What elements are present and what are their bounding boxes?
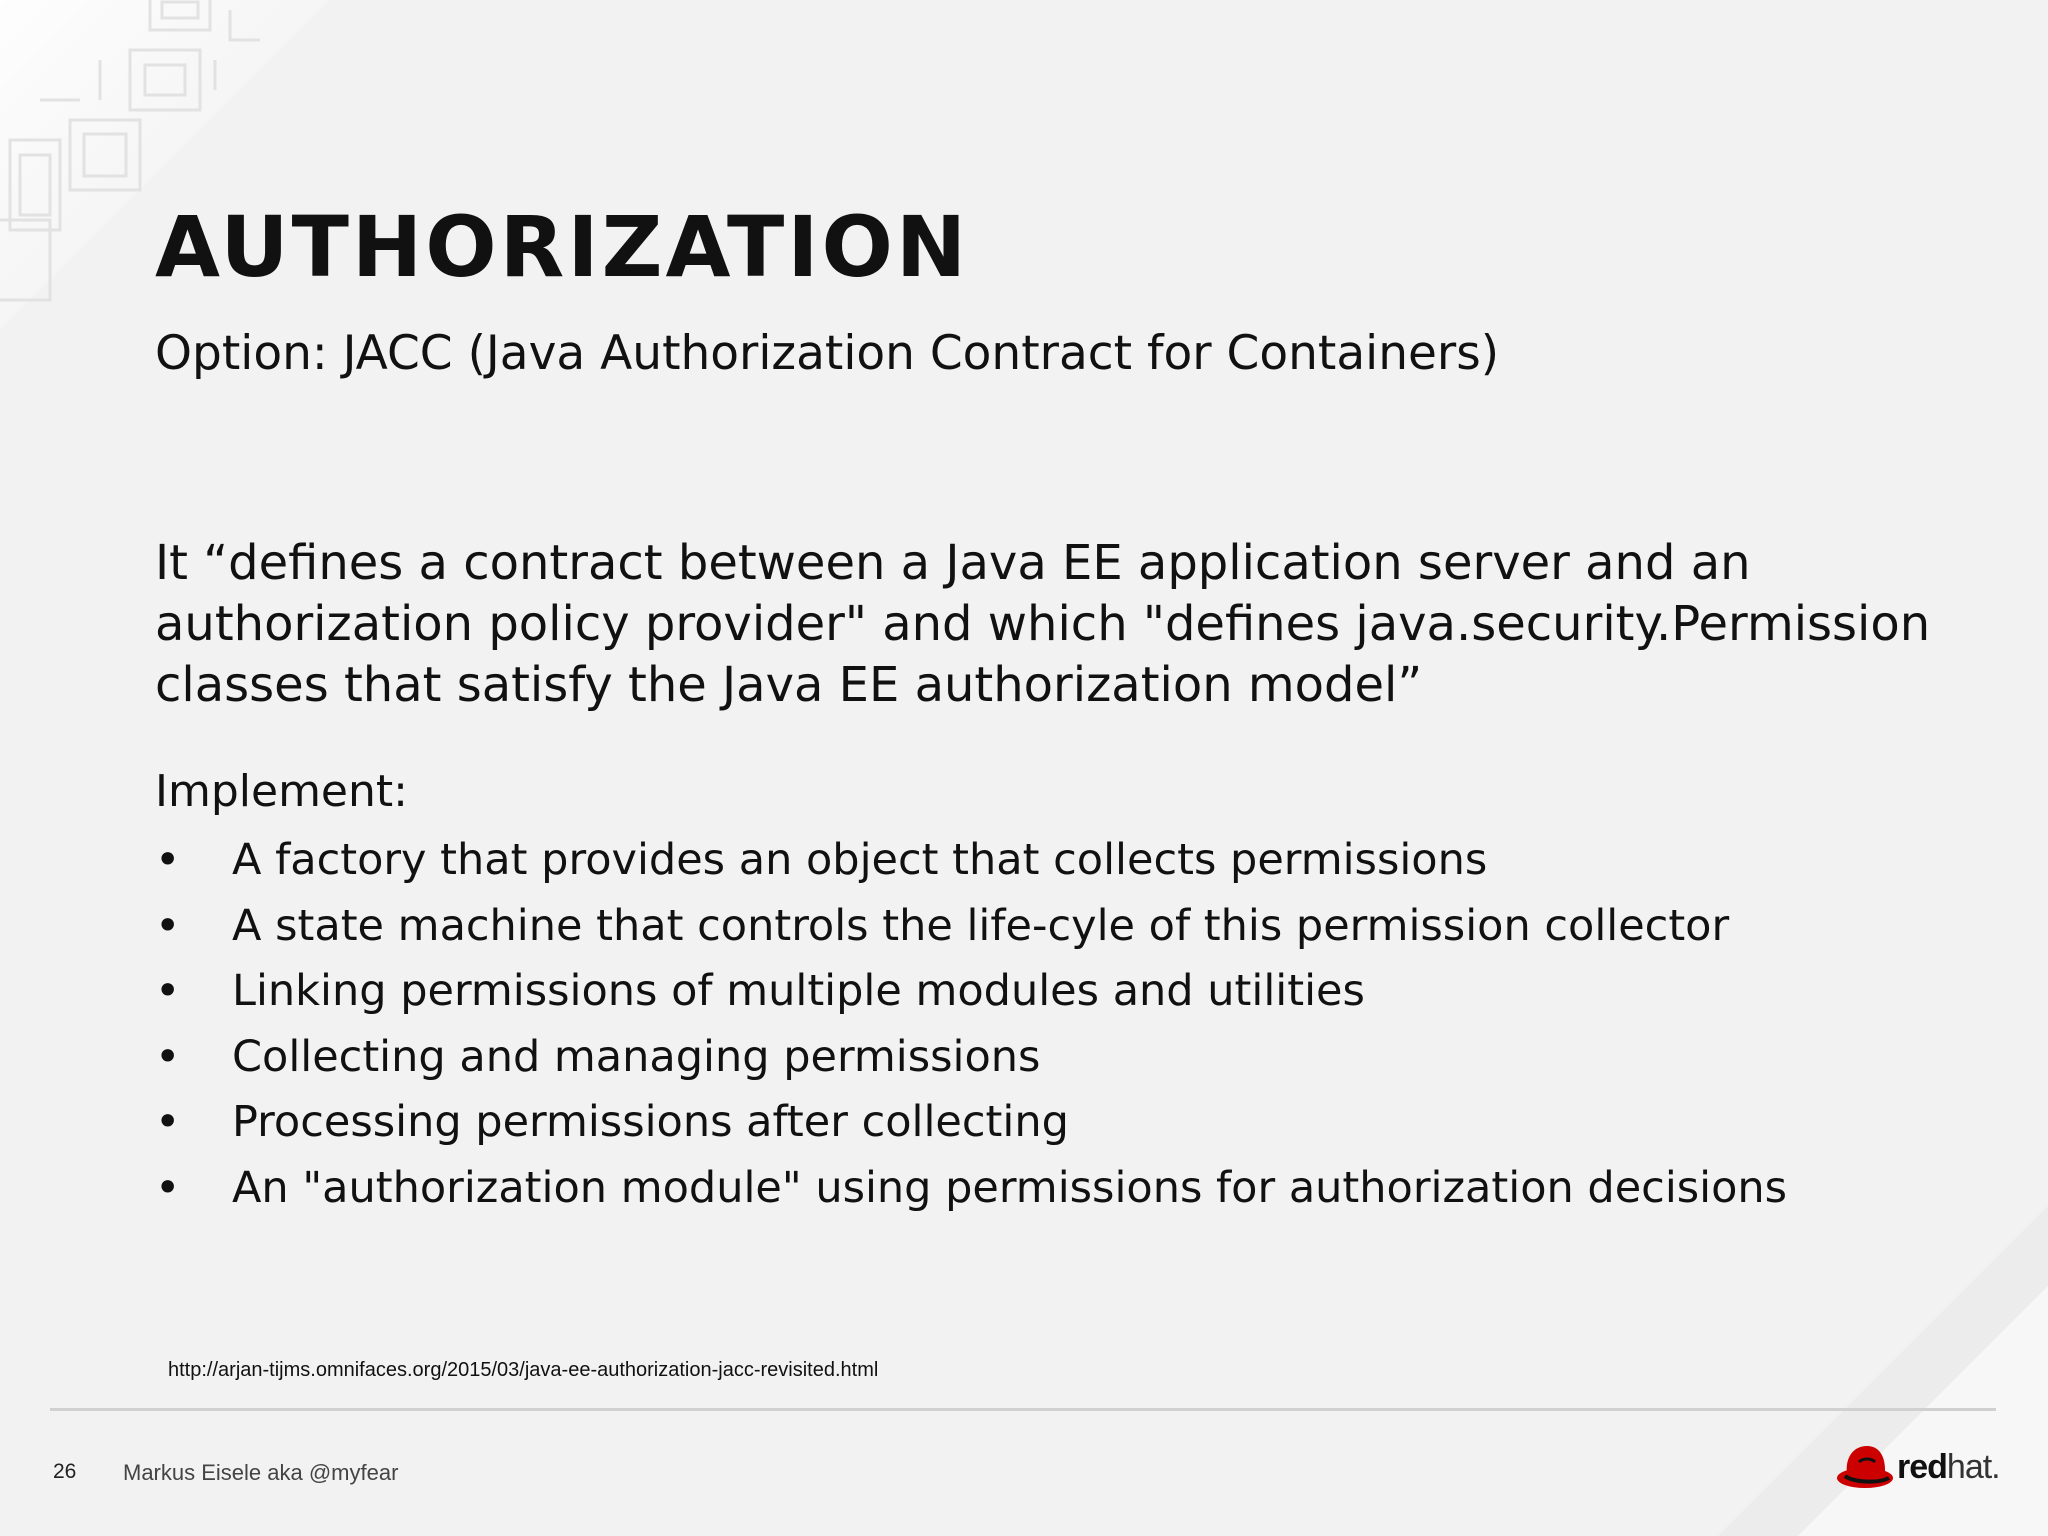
bullet-dot: • <box>155 900 181 951</box>
footer-divider <box>50 1408 1996 1411</box>
bullet-text: An "authorization module" using permissions for authorization decisions <box>232 1162 1788 1213</box>
quote-paragraph <box>155 533 1935 716</box>
page-number: 26 <box>53 1460 77 1483</box>
bullet-text: A factory that provides an object that collects permissions <box>232 835 1488 885</box>
source-link[interactable]: http://arjan-tijms.omnifaces.org/2015/03/java-ee-authorization-jacc-revisited.html <box>168 1359 879 1381</box>
implement-label: Implement: <box>155 766 408 817</box>
bullet-text: A state machine that controls the life-cyle of this permission collector <box>232 900 1730 951</box>
logo-word-red: red <box>1897 1448 1947 1486</box>
slide-subtitle: Option: JACC (Java Authorization Contract for Containers) <box>155 326 1500 381</box>
bullet-text: Linking permissions of multiple modules and utilities <box>232 966 1365 1016</box>
bullet-dot: • <box>155 966 181 1016</box>
bullet-dot: • <box>155 835 181 885</box>
bullet-dot: • <box>155 1162 181 1213</box>
slide-title: AUTHORIZATION <box>155 198 970 296</box>
logo-word-hat: hat. <box>1946 1448 2000 1486</box>
quote-line: It “defines a contract between a Java EE application server and an <box>155 535 1751 591</box>
footer-author: Markus Eisele aka @myfear <box>123 1460 399 1485</box>
bullet-text: Collecting and managing permissions <box>232 1031 1041 1082</box>
red-hat-logo <box>1835 1440 2005 1496</box>
bullet-dot: • <box>155 1031 181 1082</box>
quote-line: classes that satisfy the Java EE authorization model” <box>155 657 1423 713</box>
quote-line: authorization policy provider" and which "defines java.security.Permission <box>155 596 1931 652</box>
red-hat-shadowman-icon <box>1835 1440 1895 1496</box>
bullet-dot: • <box>155 1097 181 1147</box>
logo-wordmark <box>1897 1448 2000 1487</box>
bullet-text: Processing permissions after collecting <box>232 1097 1069 1147</box>
